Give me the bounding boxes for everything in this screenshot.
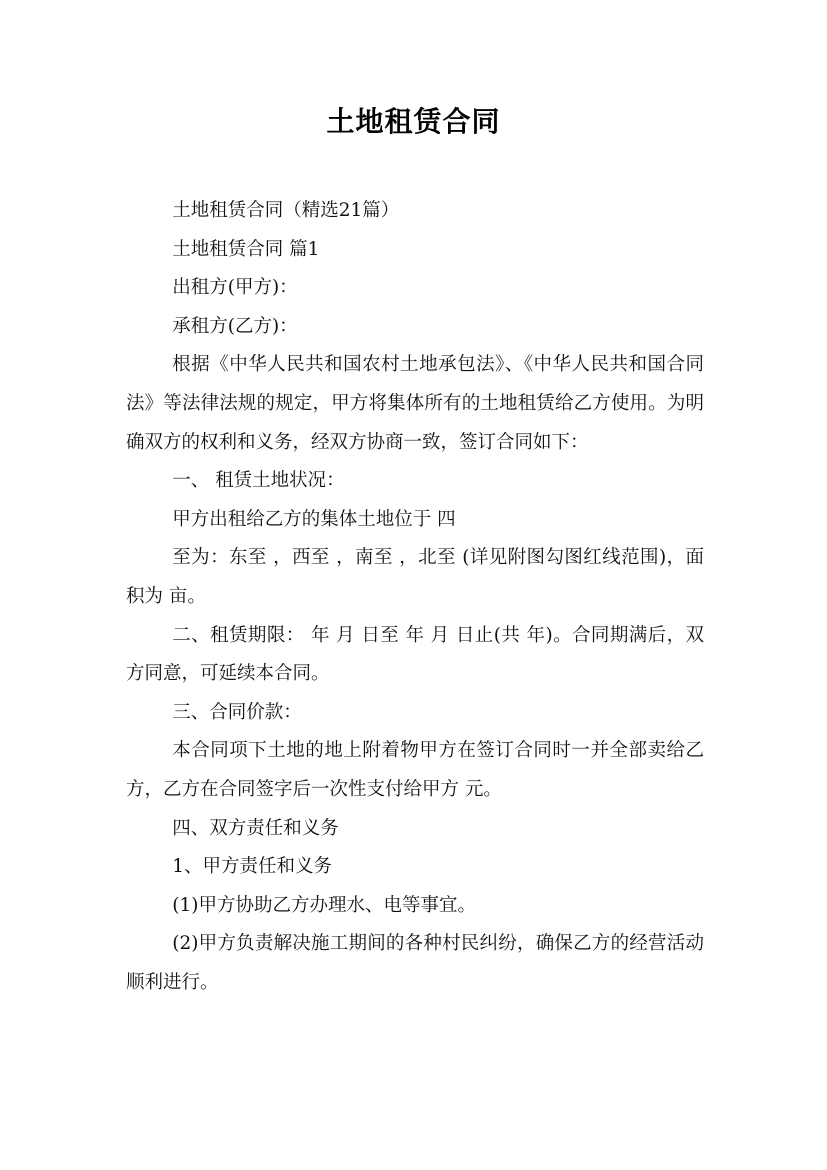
paragraph-lessee: 承租方(乙方)： bbox=[172, 315, 298, 337]
paragraph-lessor: 出租方(甲方)： bbox=[172, 277, 298, 299]
paragraph-clause-1-heading: 一、 租赁土地状况： bbox=[172, 470, 345, 492]
paragraph-section-heading: 土地租赁合同 篇1 bbox=[172, 238, 320, 260]
document-title: 土地租赁合同 bbox=[326, 105, 501, 138]
paragraph-contract-price: 本合同项下土地的地上附着物甲方在签订合同时一并全部卖给乙方，乙方在合同签字后一次性支付给甲方 元。 bbox=[126, 740, 704, 800]
paragraph-party-a-duties-heading: 1、甲方责任和义务 bbox=[172, 856, 333, 878]
paragraph-land-boundaries: 至为：东至 ，西至 ，南至 ，北至 (详见附图勾图红线范围)，面积为 亩。 bbox=[126, 547, 704, 607]
document-body bbox=[126, 192, 704, 1002]
paragraph-clause-4-heading: 四、双方责任和义务 bbox=[172, 817, 339, 839]
paragraph-party-a-duty-1: (1)甲方协助乙方办理水、电等事宜。 bbox=[172, 894, 476, 916]
paragraph-collection-title: 土地租赁合同（精选21篇） bbox=[172, 200, 400, 221]
paragraph-preamble: 根据《中华人民共和国农村土地承包法》、《中华人民共和国合同法》等法律法规的规定，甲方将集体所有的土地租赁给乙方使用。为明确双方的权利和义务，经双方协商一致，签订合同如下： bbox=[126, 354, 704, 453]
paragraph-lease-term: 二、租赁期限： 年 月 日至 年 月 日止(共 年)。合同期满后，双方同意，可延续本合同。 bbox=[126, 624, 704, 685]
paragraph-clause-3-heading: 三、合同价款： bbox=[172, 701, 302, 723]
paragraph-land-location: 甲方出租给乙方的集体土地位于 四 bbox=[172, 508, 456, 530]
paragraph-party-a-duty-2: (2)甲方负责解决施工期间的各种村民纠纷，确保乙方的经营活动顺利进行。 bbox=[126, 933, 704, 993]
